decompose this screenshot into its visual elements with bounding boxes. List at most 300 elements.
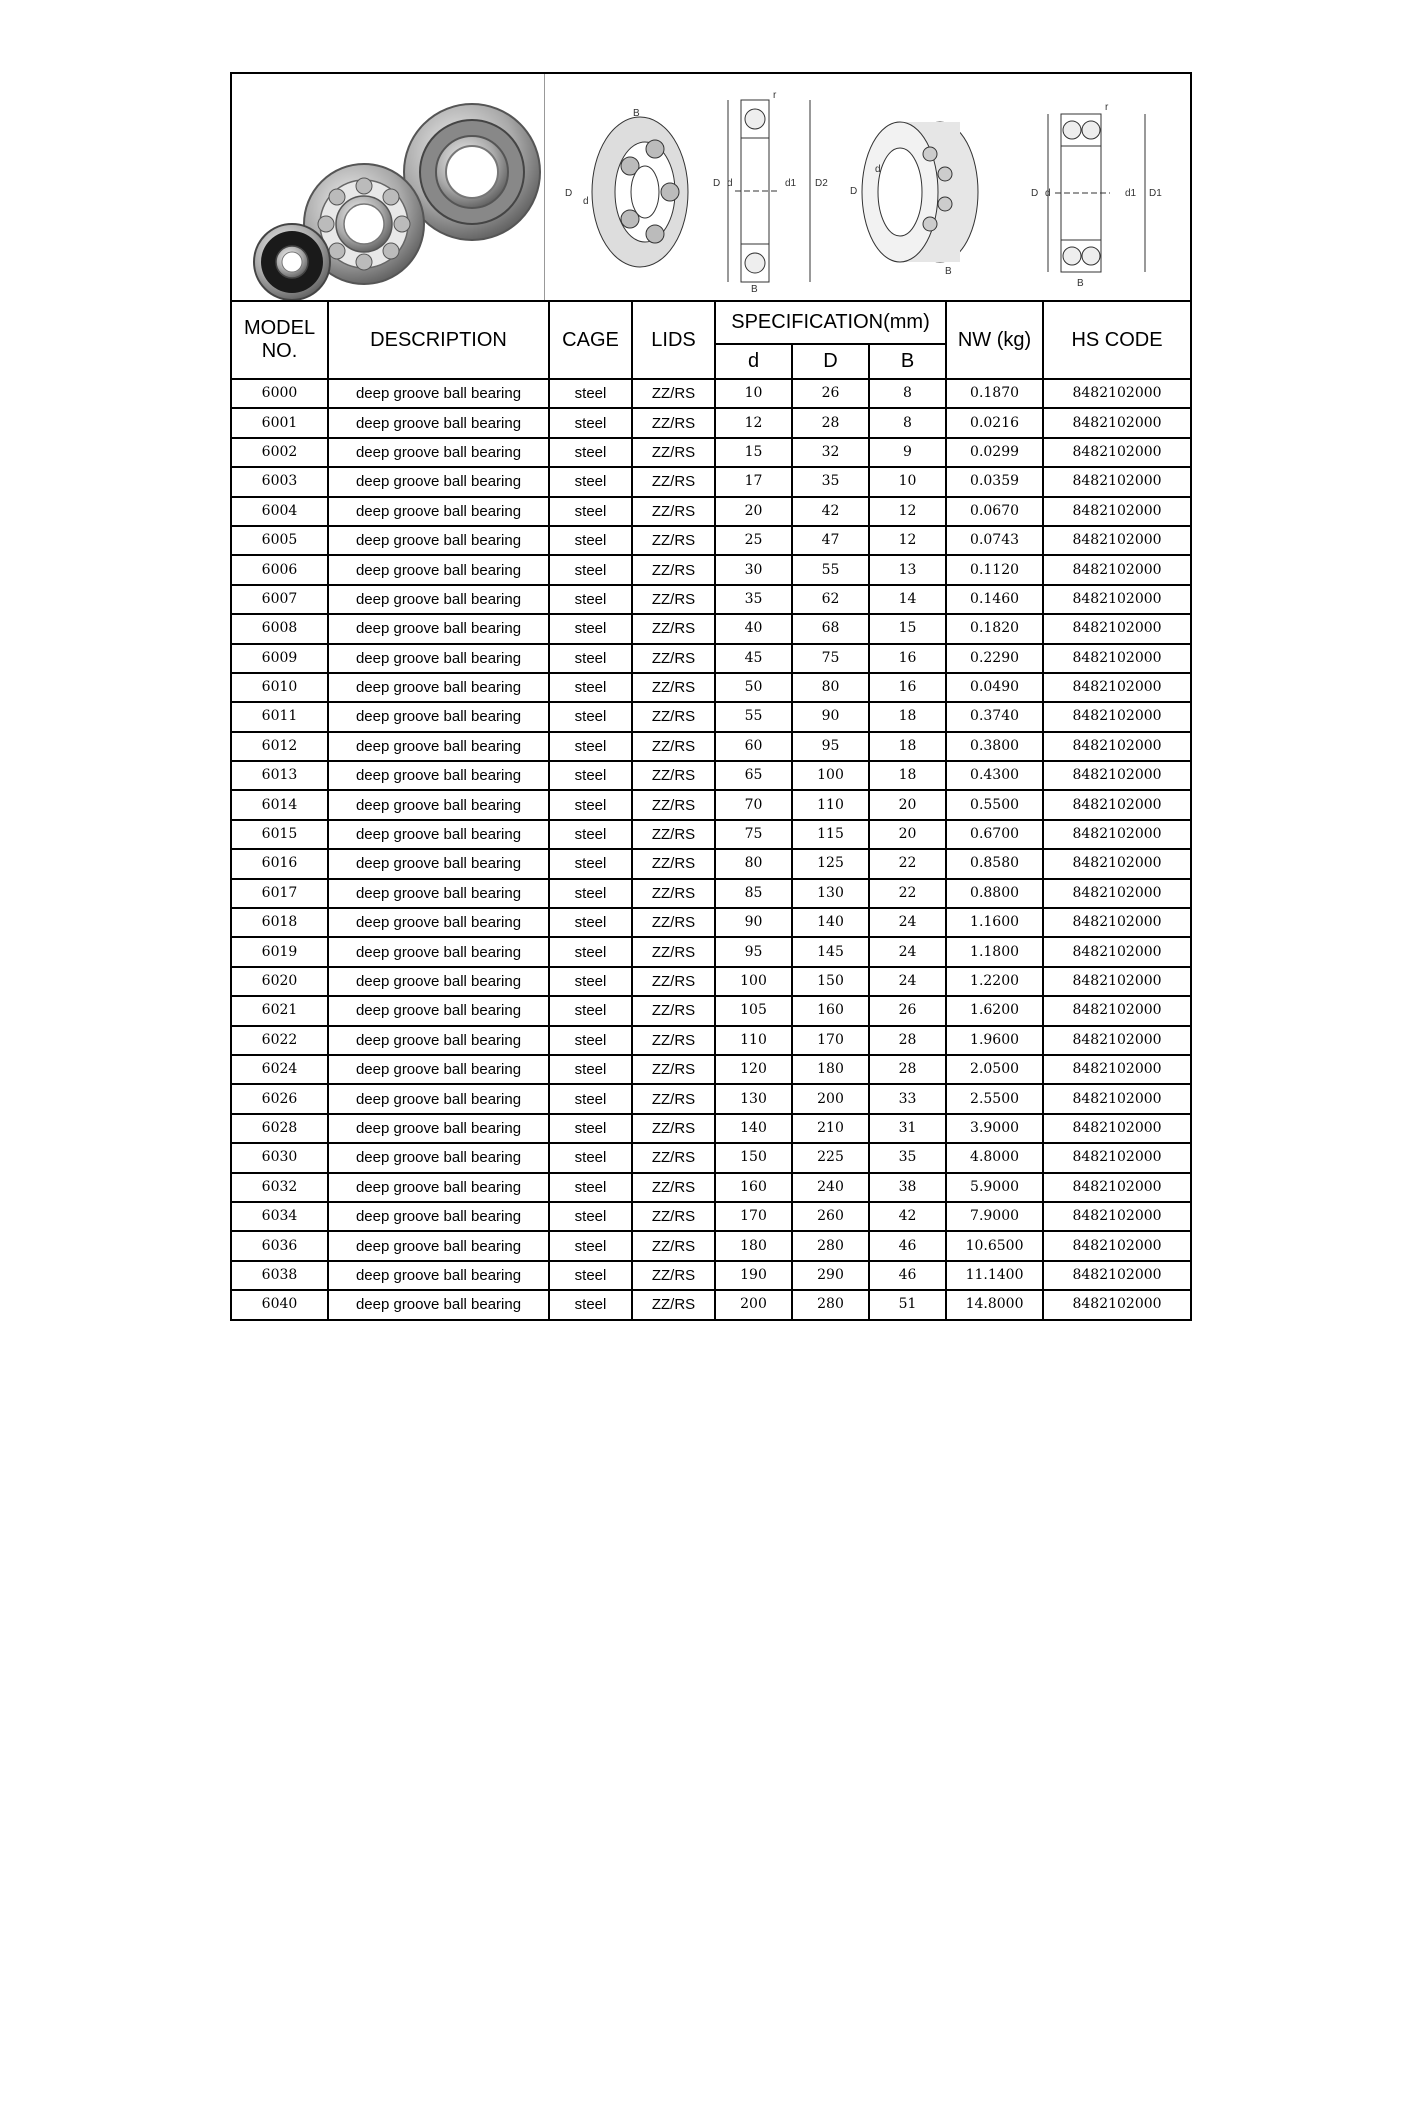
table-row <box>232 1202 1190 1231</box>
table-row <box>232 820 1190 849</box>
cell-model: 6008 <box>232 614 328 643</box>
cell-d: 60 <box>715 732 792 761</box>
table-row <box>232 644 1190 673</box>
cell-cage: steel <box>549 879 632 908</box>
svg-text:B: B <box>751 284 758 295</box>
cell-model: 6015 <box>232 820 328 849</box>
cell-D: 35 <box>792 467 869 496</box>
cell-description: deep groove ball bearing <box>328 673 549 702</box>
cell-description: deep groove ball bearing <box>328 497 549 526</box>
cell-B: 20 <box>869 790 946 819</box>
cell-nw: 2.0500 <box>946 1055 1043 1084</box>
header-nw: NW (kg) <box>946 302 1043 379</box>
svg-text:D: D <box>1031 188 1039 199</box>
cell-B: 28 <box>869 1055 946 1084</box>
cell-model: 6013 <box>232 761 328 790</box>
cell-model: 6005 <box>232 526 328 555</box>
cell-lids: ZZ/RS <box>632 967 715 996</box>
cell-lids: ZZ/RS <box>632 585 715 614</box>
cell-cage: steel <box>549 1114 632 1143</box>
cell-lids: ZZ/RS <box>632 438 715 467</box>
header-cage: CAGE <box>549 302 632 379</box>
cell-nw: 0.6700 <box>946 820 1043 849</box>
bearing-spec-table <box>232 302 1190 1319</box>
cell-model: 6007 <box>232 585 328 614</box>
header-model: MODEL NO. <box>232 302 328 379</box>
cell-description: deep groove ball bearing <box>328 879 549 908</box>
cell-hs-code: 8482102000 <box>1043 908 1190 937</box>
svg-text:D: D <box>850 186 858 197</box>
cell-description: deep groove ball bearing <box>328 996 549 1025</box>
cell-B: 8 <box>869 379 946 408</box>
cell-nw: 0.0490 <box>946 673 1043 702</box>
header-hs-code: HS CODE <box>1043 302 1190 379</box>
svg-text:D: D <box>713 178 721 189</box>
cell-cage: steel <box>549 408 632 437</box>
cell-hs-code: 8482102000 <box>1043 585 1190 614</box>
cell-hs-code: 8482102000 <box>1043 996 1190 1025</box>
cell-description: deep groove ball bearing <box>328 761 549 790</box>
cell-hs-code: 8482102000 <box>1043 379 1190 408</box>
cell-description: deep groove ball bearing <box>328 1026 549 1055</box>
cell-description: deep groove ball bearing <box>328 526 549 555</box>
cell-d: 140 <box>715 1114 792 1143</box>
cell-model: 6028 <box>232 1114 328 1143</box>
cell-d: 110 <box>715 1026 792 1055</box>
single-row-section-diagram-icon <box>713 90 828 295</box>
cell-B: 22 <box>869 849 946 878</box>
cell-description: deep groove ball bearing <box>328 408 549 437</box>
cell-d: 45 <box>715 644 792 673</box>
cell-d: 85 <box>715 879 792 908</box>
cell-model: 6034 <box>232 1202 328 1231</box>
cell-model: 6038 <box>232 1261 328 1290</box>
cell-model: 6016 <box>232 849 328 878</box>
cell-lids: ZZ/RS <box>632 1114 715 1143</box>
cell-D: 55 <box>792 555 869 584</box>
cell-model: 6011 <box>232 702 328 731</box>
cell-D: 68 <box>792 614 869 643</box>
table-row <box>232 1231 1190 1260</box>
cell-lids: ZZ/RS <box>632 1231 715 1260</box>
table-row <box>232 673 1190 702</box>
cell-description: deep groove ball bearing <box>328 1261 549 1290</box>
table-row <box>232 908 1190 937</box>
bearing-spec-sheet <box>230 72 1192 1321</box>
cell-hs-code: 8482102000 <box>1043 408 1190 437</box>
cell-description: deep groove ball bearing <box>328 1173 549 1202</box>
table-row <box>232 614 1190 643</box>
cell-d: 160 <box>715 1173 792 1202</box>
cell-D: 110 <box>792 790 869 819</box>
cell-cage: steel <box>549 438 632 467</box>
cell-model: 6009 <box>232 644 328 673</box>
cell-d: 30 <box>715 555 792 584</box>
cell-hs-code: 8482102000 <box>1043 937 1190 966</box>
cell-nw: 0.5500 <box>946 790 1043 819</box>
cell-B: 24 <box>869 937 946 966</box>
header-description: DESCRIPTION <box>328 302 549 379</box>
cell-model: 6022 <box>232 1026 328 1055</box>
cell-d: 95 <box>715 937 792 966</box>
cell-description: deep groove ball bearing <box>328 790 549 819</box>
cell-cage: steel <box>549 1290 632 1318</box>
cell-cage: steel <box>549 996 632 1025</box>
table-row <box>232 555 1190 584</box>
cell-nw: 0.0670 <box>946 497 1043 526</box>
cell-lids: ZZ/RS <box>632 937 715 966</box>
cell-model: 6036 <box>232 1231 328 1260</box>
cell-cage: steel <box>549 555 632 584</box>
cell-model: 6017 <box>232 879 328 908</box>
cell-lids: ZZ/RS <box>632 1261 715 1290</box>
cell-D: 130 <box>792 879 869 908</box>
svg-text:D2: D2 <box>815 178 828 189</box>
cell-D: 290 <box>792 1261 869 1290</box>
cell-cage: steel <box>549 761 632 790</box>
table-row <box>232 438 1190 467</box>
svg-text:d: d <box>583 196 589 207</box>
cell-d: 15 <box>715 438 792 467</box>
cell-hs-code: 8482102000 <box>1043 790 1190 819</box>
cell-cage: steel <box>549 1026 632 1055</box>
cell-B: 28 <box>869 1026 946 1055</box>
cell-lids: ZZ/RS <box>632 1084 715 1113</box>
cell-d: 70 <box>715 790 792 819</box>
cell-description: deep groove ball bearing <box>328 732 549 761</box>
cell-lids: ZZ/RS <box>632 1173 715 1202</box>
table-row <box>232 1290 1190 1318</box>
cell-model: 6010 <box>232 673 328 702</box>
cell-D: 62 <box>792 585 869 614</box>
cell-hs-code: 8482102000 <box>1043 1084 1190 1113</box>
cell-B: 33 <box>869 1084 946 1113</box>
cell-B: 16 <box>869 644 946 673</box>
cell-d: 130 <box>715 1084 792 1113</box>
table-row <box>232 1114 1190 1143</box>
cell-cage: steel <box>549 526 632 555</box>
svg-text:r: r <box>773 90 777 101</box>
cell-description: deep groove ball bearing <box>328 644 549 673</box>
svg-text:B: B <box>945 266 952 277</box>
cell-hs-code: 8482102000 <box>1043 614 1190 643</box>
cell-hs-code: 8482102000 <box>1043 820 1190 849</box>
svg-text:d1: d1 <box>785 178 797 189</box>
cell-hs-code: 8482102000 <box>1043 467 1190 496</box>
svg-text:r: r <box>1105 102 1109 113</box>
cell-nw: 0.0299 <box>946 438 1043 467</box>
cell-description: deep groove ball bearing <box>328 1114 549 1143</box>
cell-d: 17 <box>715 467 792 496</box>
cell-B: 12 <box>869 526 946 555</box>
cell-lids: ZZ/RS <box>632 761 715 790</box>
cell-d: 55 <box>715 702 792 731</box>
cell-d: 75 <box>715 820 792 849</box>
cell-D: 75 <box>792 644 869 673</box>
cell-cage: steel <box>549 908 632 937</box>
cell-B: 18 <box>869 732 946 761</box>
cell-hs-code: 8482102000 <box>1043 1290 1190 1318</box>
cell-d: 25 <box>715 526 792 555</box>
cell-D: 95 <box>792 732 869 761</box>
cell-description: deep groove ball bearing <box>328 1231 549 1260</box>
cell-lids: ZZ/RS <box>632 673 715 702</box>
cell-nw: 0.0359 <box>946 467 1043 496</box>
cell-hs-code: 8482102000 <box>1043 1173 1190 1202</box>
cell-nw: 1.1800 <box>946 937 1043 966</box>
cell-B: 24 <box>869 908 946 937</box>
cell-nw: 0.8580 <box>946 849 1043 878</box>
cell-d: 105 <box>715 996 792 1025</box>
cell-lids: ZZ/RS <box>632 996 715 1025</box>
cell-nw: 11.1400 <box>946 1261 1043 1290</box>
cell-D: 170 <box>792 1026 869 1055</box>
cell-D: 47 <box>792 526 869 555</box>
cell-D: 280 <box>792 1290 869 1318</box>
table-row <box>232 379 1190 408</box>
cell-hs-code: 8482102000 <box>1043 702 1190 731</box>
cell-hs-code: 8482102000 <box>1043 849 1190 878</box>
cell-D: 26 <box>792 379 869 408</box>
bearing-images-banner <box>232 74 1190 302</box>
cell-d: 20 <box>715 497 792 526</box>
cell-B: 38 <box>869 1173 946 1202</box>
cell-d: 150 <box>715 1143 792 1172</box>
cell-d: 10 <box>715 379 792 408</box>
cell-nw: 4.8000 <box>946 1143 1043 1172</box>
cell-D: 280 <box>792 1231 869 1260</box>
cell-model: 6004 <box>232 497 328 526</box>
cell-description: deep groove ball bearing <box>328 614 549 643</box>
cell-model: 6019 <box>232 937 328 966</box>
cell-description: deep groove ball bearing <box>328 555 549 584</box>
cell-model: 6030 <box>232 1143 328 1172</box>
cell-description: deep groove ball bearing <box>328 702 549 731</box>
cell-lids: ZZ/RS <box>632 497 715 526</box>
double-row-section-diagram-icon <box>1031 102 1162 289</box>
cell-nw: 0.2290 <box>946 644 1043 673</box>
svg-text:D1: D1 <box>1149 188 1162 199</box>
cell-lids: ZZ/RS <box>632 379 715 408</box>
cell-D: 125 <box>792 849 869 878</box>
cell-B: 31 <box>869 1114 946 1143</box>
cell-B: 46 <box>869 1261 946 1290</box>
cell-D: 28 <box>792 408 869 437</box>
cell-nw: 0.1120 <box>946 555 1043 584</box>
cell-model: 6012 <box>232 732 328 761</box>
cell-model: 6024 <box>232 1055 328 1084</box>
cell-model: 6040 <box>232 1290 328 1318</box>
table-row <box>232 467 1190 496</box>
svg-text:D: D <box>565 188 573 199</box>
header-lids: LIDS <box>632 302 715 379</box>
table-row <box>232 1143 1190 1172</box>
table-row <box>232 702 1190 731</box>
cell-model: 6006 <box>232 555 328 584</box>
cell-cage: steel <box>549 1055 632 1084</box>
cell-d: 200 <box>715 1290 792 1318</box>
cell-description: deep groove ball bearing <box>328 849 549 878</box>
header-d-inner: d <box>715 344 792 379</box>
cell-nw: 0.0216 <box>946 408 1043 437</box>
cell-hs-code: 8482102000 <box>1043 1143 1190 1172</box>
table-row <box>232 1026 1190 1055</box>
cell-hs-code: 8482102000 <box>1043 438 1190 467</box>
cell-D: 140 <box>792 908 869 937</box>
cell-hs-code: 8482102000 <box>1043 526 1190 555</box>
cell-d: 35 <box>715 585 792 614</box>
cell-cage: steel <box>549 702 632 731</box>
cell-model: 6026 <box>232 1084 328 1113</box>
cell-D: 225 <box>792 1143 869 1172</box>
cell-cage: steel <box>549 614 632 643</box>
table-row <box>232 1173 1190 1202</box>
cell-lids: ZZ/RS <box>632 908 715 937</box>
cell-lids: ZZ/RS <box>632 849 715 878</box>
cell-cage: steel <box>549 732 632 761</box>
cell-cage: steel <box>549 467 632 496</box>
cell-B: 26 <box>869 996 946 1025</box>
cell-B: 16 <box>869 673 946 702</box>
cell-hs-code: 8482102000 <box>1043 644 1190 673</box>
cell-lids: ZZ/RS <box>632 1290 715 1318</box>
cell-lids: ZZ/RS <box>632 644 715 673</box>
cell-lids: ZZ/RS <box>632 614 715 643</box>
cell-D: 115 <box>792 820 869 849</box>
cell-cage: steel <box>549 849 632 878</box>
cell-lids: ZZ/RS <box>632 526 715 555</box>
cell-B: 14 <box>869 585 946 614</box>
cell-cage: steel <box>549 644 632 673</box>
cell-nw: 3.9000 <box>946 1114 1043 1143</box>
cell-lids: ZZ/RS <box>632 732 715 761</box>
cell-model: 6003 <box>232 467 328 496</box>
cell-cage: steel <box>549 937 632 966</box>
cell-D: 260 <box>792 1202 869 1231</box>
cell-lids: ZZ/RS <box>632 879 715 908</box>
table-row <box>232 585 1190 614</box>
cell-d: 170 <box>715 1202 792 1231</box>
cell-cage: steel <box>549 673 632 702</box>
header-b-width: B <box>869 344 946 379</box>
cell-cage: steel <box>549 790 632 819</box>
cell-B: 20 <box>869 820 946 849</box>
cell-cage: steel <box>549 1084 632 1113</box>
cell-d: 50 <box>715 673 792 702</box>
bearing-photo-icon <box>232 74 545 300</box>
cell-hs-code: 8482102000 <box>1043 1114 1190 1143</box>
cell-hs-code: 8482102000 <box>1043 1026 1190 1055</box>
svg-text:d1: d1 <box>1125 188 1137 199</box>
cell-d: 120 <box>715 1055 792 1084</box>
cell-nw: 0.0743 <box>946 526 1043 555</box>
cell-cage: steel <box>549 1202 632 1231</box>
table-row <box>232 790 1190 819</box>
cell-B: 42 <box>869 1202 946 1231</box>
cell-D: 145 <box>792 937 869 966</box>
cell-lids: ZZ/RS <box>632 1202 715 1231</box>
cell-cage: steel <box>549 379 632 408</box>
cell-model: 6020 <box>232 967 328 996</box>
cell-description: deep groove ball bearing <box>328 1084 549 1113</box>
cell-D: 210 <box>792 1114 869 1143</box>
cell-d: 190 <box>715 1261 792 1290</box>
cell-d: 80 <box>715 849 792 878</box>
table-row <box>232 526 1190 555</box>
cell-nw: 14.8000 <box>946 1290 1043 1318</box>
cell-description: deep groove ball bearing <box>328 1055 549 1084</box>
cell-d: 40 <box>715 614 792 643</box>
cell-cage: steel <box>549 1231 632 1260</box>
svg-text:d: d <box>1045 188 1051 199</box>
cell-model: 6014 <box>232 790 328 819</box>
cell-nw: 10.6500 <box>946 1231 1043 1260</box>
table-row <box>232 497 1190 526</box>
table-row <box>232 879 1190 908</box>
cell-hs-code: 8482102000 <box>1043 879 1190 908</box>
cell-description: deep groove ball bearing <box>328 967 549 996</box>
cell-nw: 1.9600 <box>946 1026 1043 1055</box>
cell-nw: 1.2200 <box>946 967 1043 996</box>
cell-description: deep groove ball bearing <box>328 1290 549 1318</box>
cell-d: 100 <box>715 967 792 996</box>
cell-D: 180 <box>792 1055 869 1084</box>
table-row <box>232 732 1190 761</box>
table-row <box>232 1084 1190 1113</box>
cell-hs-code: 8482102000 <box>1043 732 1190 761</box>
cell-description: deep groove ball bearing <box>328 820 549 849</box>
cell-model: 6000 <box>232 379 328 408</box>
cell-lids: ZZ/RS <box>632 1026 715 1055</box>
cell-cage: steel <box>549 1173 632 1202</box>
header-specification: SPECIFICATION(mm) <box>715 302 946 344</box>
cell-D: 150 <box>792 967 869 996</box>
cell-D: 100 <box>792 761 869 790</box>
table-row <box>232 1055 1190 1084</box>
cell-description: deep groove ball bearing <box>328 937 549 966</box>
cell-model: 6032 <box>232 1173 328 1202</box>
cell-lids: ZZ/RS <box>632 555 715 584</box>
cell-nw: 0.3740 <box>946 702 1043 731</box>
cell-D: 160 <box>792 996 869 1025</box>
cell-cage: steel <box>549 1143 632 1172</box>
cell-lids: ZZ/RS <box>632 820 715 849</box>
cell-description: deep groove ball bearing <box>328 908 549 937</box>
cell-B: 12 <box>869 497 946 526</box>
cell-B: 35 <box>869 1143 946 1172</box>
table-row <box>232 937 1190 966</box>
double-row-3d-diagram-icon <box>850 122 978 277</box>
cell-B: 18 <box>869 702 946 731</box>
table-row <box>232 408 1190 437</box>
cell-D: 90 <box>792 702 869 731</box>
cell-description: deep groove ball bearing <box>328 438 549 467</box>
cell-description: deep groove ball bearing <box>328 467 549 496</box>
cell-B: 15 <box>869 614 946 643</box>
cell-d: 12 <box>715 408 792 437</box>
svg-text:d: d <box>875 164 881 175</box>
cell-D: 42 <box>792 497 869 526</box>
cell-d: 180 <box>715 1231 792 1260</box>
svg-text:d: d <box>727 178 733 189</box>
cell-hs-code: 8482102000 <box>1043 1202 1190 1231</box>
cell-lids: ZZ/RS <box>632 790 715 819</box>
cell-nw: 2.5500 <box>946 1084 1043 1113</box>
table-row <box>232 967 1190 996</box>
svg-text:B: B <box>1077 278 1084 289</box>
cell-B: 8 <box>869 408 946 437</box>
cell-B: 13 <box>869 555 946 584</box>
